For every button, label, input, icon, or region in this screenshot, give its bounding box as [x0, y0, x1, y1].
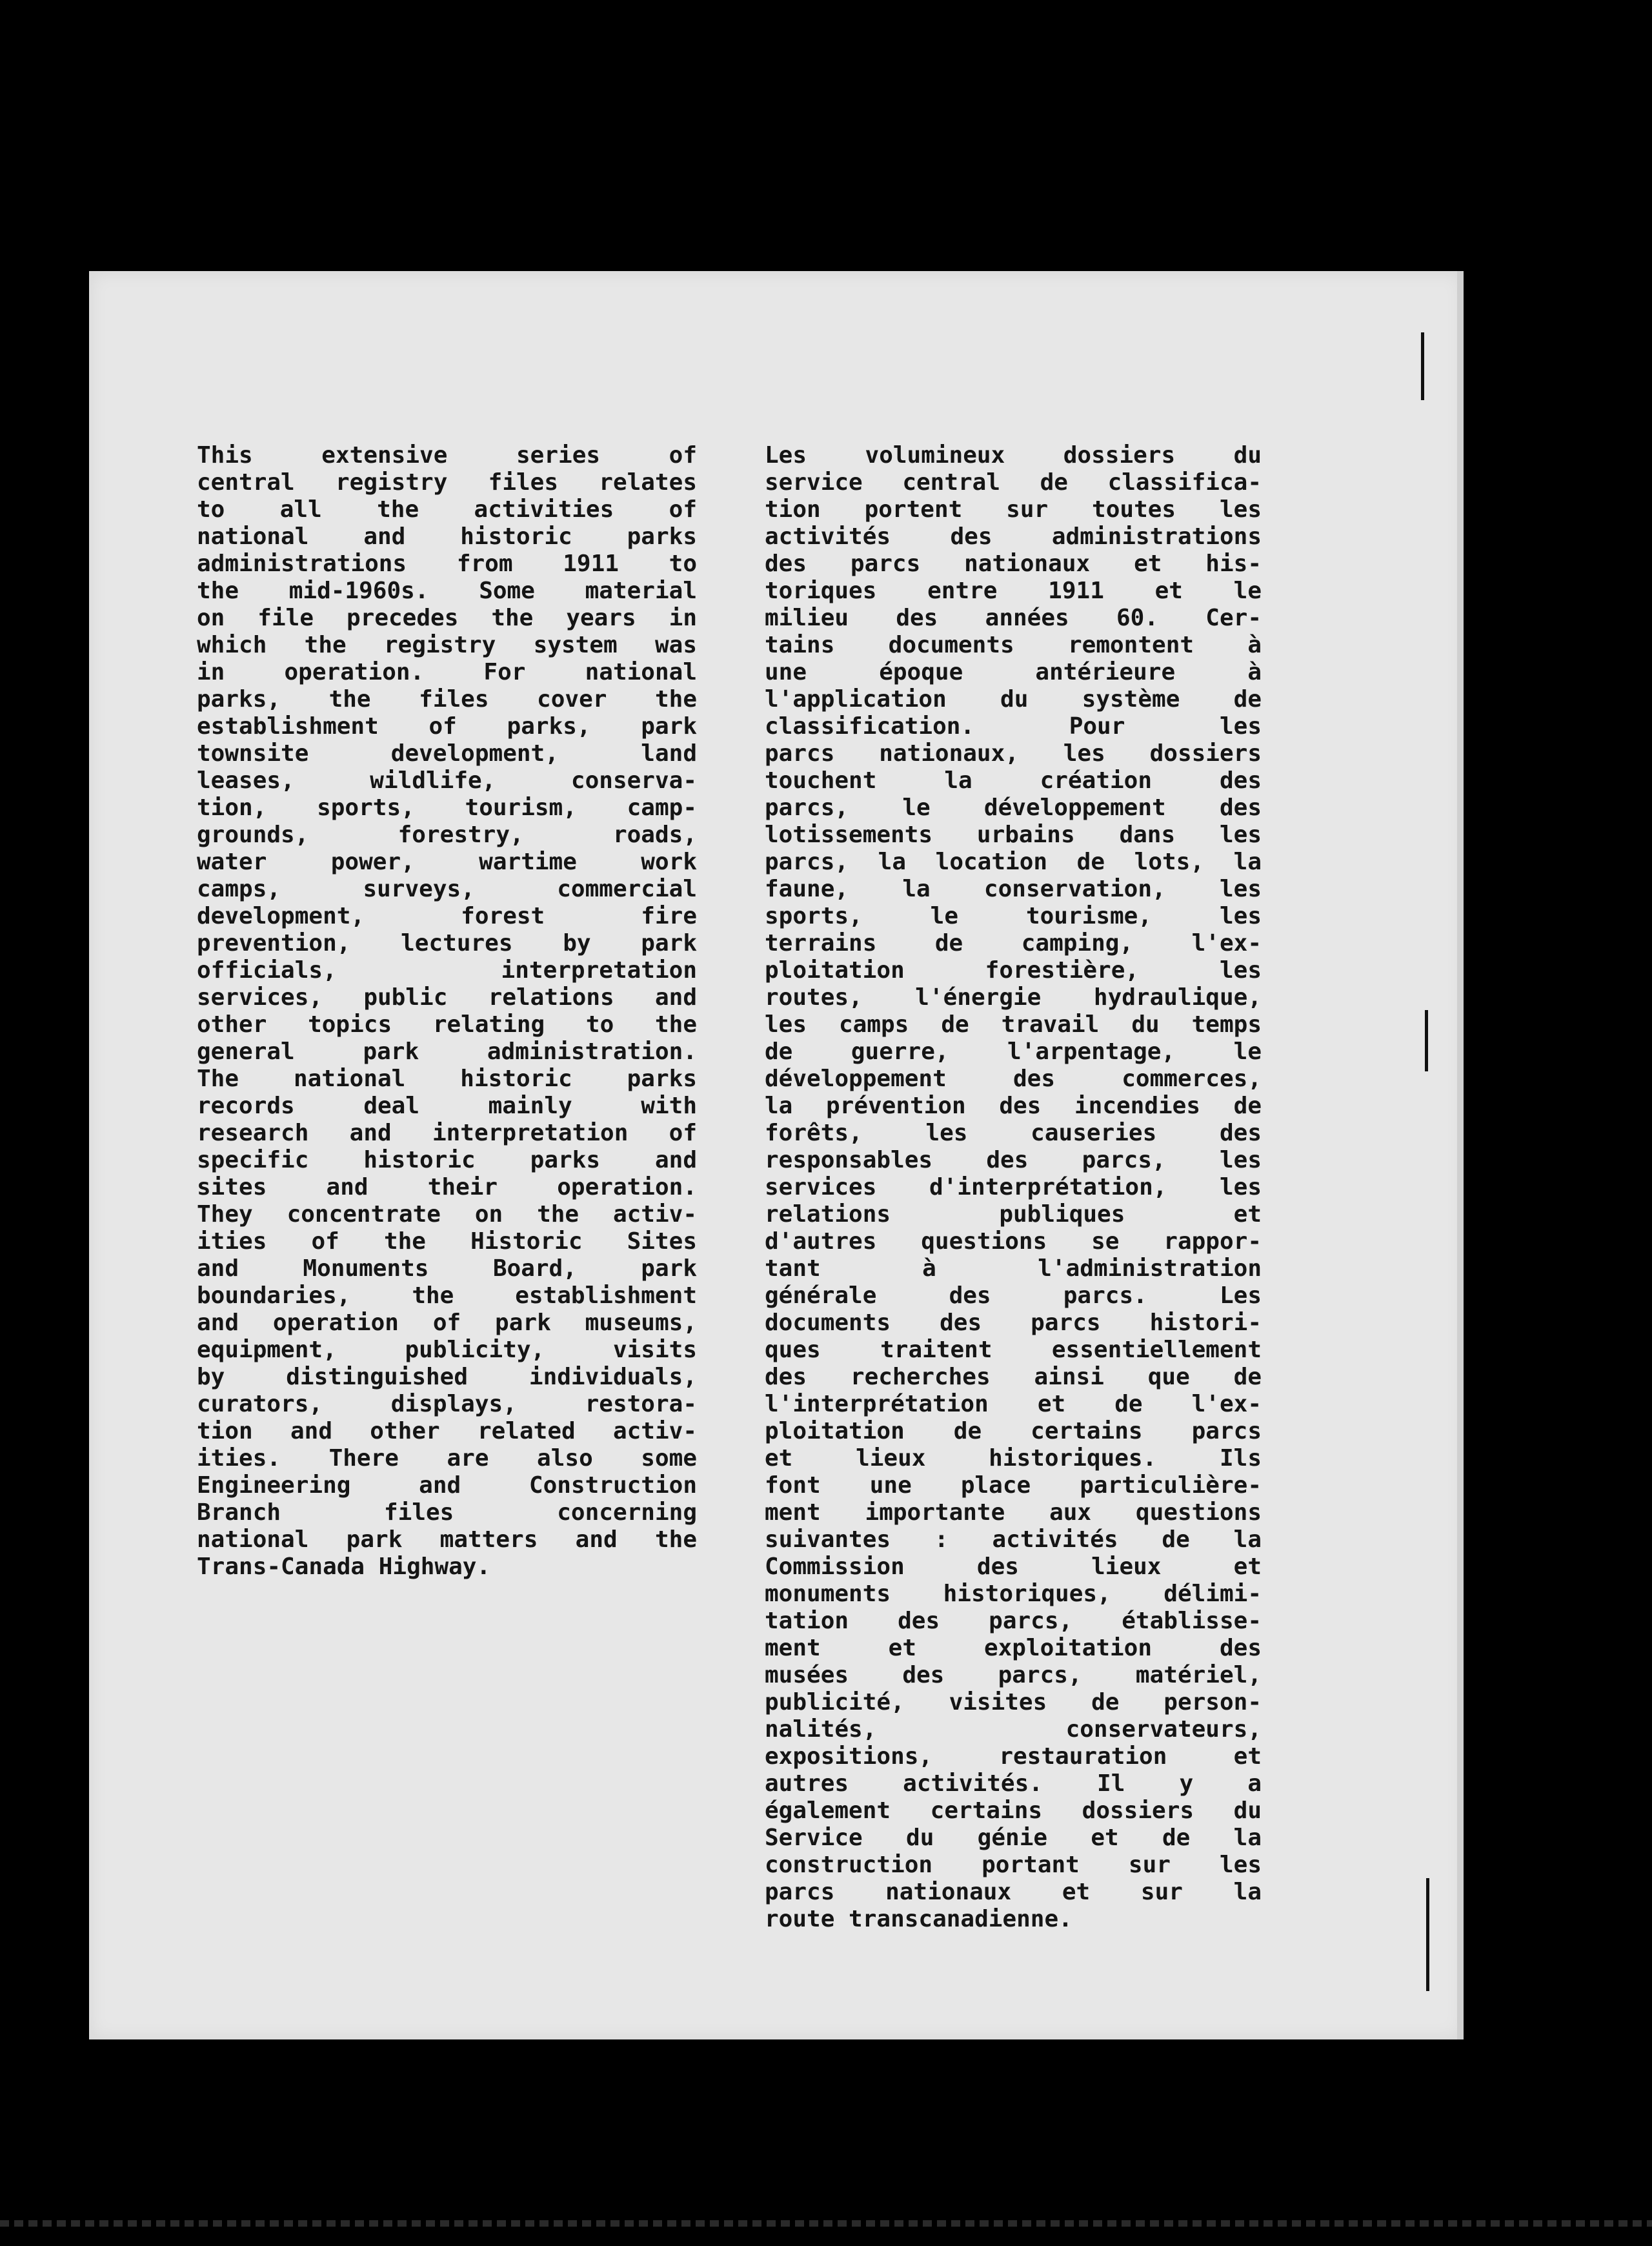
- page-edge-shadow: [1457, 271, 1464, 2039]
- margin-mark-middle: [1425, 1010, 1428, 1071]
- french-line: ploitation de certains parcs: [765, 1418, 1262, 1444]
- french-line: faune, la conservation, les: [765, 876, 1262, 902]
- french-line: forêts, les causeries des: [765, 1120, 1262, 1146]
- english-line: other topics relating to the: [197, 1011, 697, 1038]
- english-line: administrations from 1911 to: [197, 551, 697, 577]
- french-line: et lieux historiques. Ils: [765, 1445, 1262, 1472]
- english-line: officials, interpretation: [197, 957, 697, 984]
- french-line: ques traitent essentiellement: [765, 1337, 1262, 1363]
- english-line: the mid-1960s. Some material: [197, 578, 697, 604]
- english-line: general park administration.: [197, 1038, 697, 1065]
- french-line: lotissements urbains dans les: [765, 822, 1262, 848]
- french-line: l'interprétation et de l'ex-: [765, 1391, 1262, 1417]
- english-line: The national historic parks: [197, 1066, 697, 1092]
- french-line: responsables des parcs, les: [765, 1147, 1262, 1173]
- english-line: specific historic parks and: [197, 1147, 697, 1173]
- french-line: font une place particulière-: [765, 1472, 1262, 1499]
- french-line: l'application du système de: [765, 686, 1262, 713]
- french-line: construction portant sur les: [765, 1852, 1262, 1878]
- french-line: sports, le tourisme, les: [765, 903, 1262, 929]
- french-line: route transcanadienne.: [765, 1906, 1073, 1932]
- english-line: which the registry system was: [197, 632, 697, 658]
- english-line: and operation of park museums,: [197, 1310, 697, 1336]
- french-line: services d'interprétation, les: [765, 1174, 1262, 1200]
- english-line: establishment of parks, park: [197, 713, 697, 740]
- english-line: ities. There are also some: [197, 1445, 697, 1472]
- french-line: activités des administrations: [765, 523, 1262, 550]
- english-line: grounds, forestry, roads,: [197, 822, 697, 848]
- french-line: développement des commerces,: [765, 1066, 1262, 1092]
- english-line: central registry files relates: [197, 469, 697, 496]
- french-line: ment et exploitation des: [765, 1635, 1262, 1661]
- french-line: parcs, la location de lots, la: [765, 849, 1262, 875]
- english-line: national park matters and the: [197, 1526, 697, 1553]
- english-line: leases, wildlife, conserva-: [197, 767, 697, 794]
- french-text-column: [765, 442, 1262, 1933]
- french-line: la prévention des incendies de: [765, 1093, 1262, 1119]
- french-line: terrains de camping, l'ex-: [765, 930, 1262, 956]
- english-line: Engineering and Construction: [197, 1472, 697, 1499]
- margin-mark-bottom: [1426, 1878, 1429, 1991]
- english-line: water power, wartime work: [197, 849, 697, 875]
- french-line: des parcs nationaux et his-: [765, 551, 1262, 577]
- english-line: camps, surveys, commercial: [197, 876, 697, 902]
- scanner-edge-strip: [0, 2220, 1652, 2227]
- french-line: d'autres questions se rappor-: [765, 1228, 1262, 1255]
- french-line: suivantes : activités de la: [765, 1526, 1262, 1553]
- english-line: This extensive series of: [197, 442, 697, 469]
- french-line: publicité, visites de person-: [765, 1689, 1262, 1715]
- english-text-column: [197, 442, 697, 1581]
- french-line: Les volumineux dossiers du: [765, 442, 1262, 469]
- french-line: ploitation forestière, les: [765, 957, 1262, 984]
- english-line: research and interpretation of: [197, 1120, 697, 1146]
- english-line: development, forest fire: [197, 903, 697, 929]
- english-line: equipment, publicity, visits: [197, 1337, 697, 1363]
- english-line: on file precedes the years in: [197, 605, 697, 631]
- french-line: générale des parcs. Les: [765, 1282, 1262, 1309]
- french-line: Service du génie et de la: [765, 1825, 1262, 1851]
- french-line: musées des parcs, matériel,: [765, 1662, 1262, 1688]
- english-line: prevention, lectures by park: [197, 930, 697, 956]
- english-line: They concentrate on the activ-: [197, 1201, 697, 1228]
- english-line: ities of the Historic Sites: [197, 1228, 697, 1255]
- english-line: by distinguished individuals,: [197, 1364, 697, 1390]
- english-line: curators, displays, restora-: [197, 1391, 697, 1417]
- french-line: routes, l'énergie hydraulique,: [765, 984, 1262, 1011]
- english-line: boundaries, the establishment: [197, 1282, 697, 1309]
- english-line: parks, the files cover the: [197, 686, 697, 713]
- french-line: de guerre, l'arpentage, le: [765, 1038, 1262, 1065]
- french-line: milieu des années 60. Cer-: [765, 605, 1262, 631]
- english-line: services, public relations and: [197, 984, 697, 1011]
- french-line: une époque antérieure à: [765, 659, 1262, 685]
- french-line: classification. Pour les: [765, 713, 1262, 740]
- english-line: Trans-Canada Highway.: [197, 1553, 491, 1580]
- french-line: tains documents remontent à: [765, 632, 1262, 658]
- french-line: autres activités. Il y a: [765, 1770, 1262, 1797]
- english-line: records deal mainly with: [197, 1093, 697, 1119]
- margin-mark-top: [1421, 332, 1424, 400]
- french-line: des recherches ainsi que de: [765, 1364, 1262, 1390]
- french-line: tation des parcs, établisse-: [765, 1608, 1262, 1634]
- english-line: sites and their operation.: [197, 1174, 697, 1200]
- french-line: documents des parcs histori-: [765, 1310, 1262, 1336]
- french-line: service central de classifica-: [765, 469, 1262, 496]
- english-line: Branch files concerning: [197, 1499, 697, 1526]
- english-line: tion, sports, tourism, camp-: [197, 794, 697, 821]
- french-line: ment importante aux questions: [765, 1499, 1262, 1526]
- french-line: parcs nationaux et sur la: [765, 1879, 1262, 1905]
- english-line: to all the activities of: [197, 496, 697, 523]
- french-line: les camps de travail du temps: [765, 1011, 1262, 1038]
- french-line: touchent la création des: [765, 767, 1262, 794]
- french-line: expositions, restauration et: [765, 1743, 1262, 1770]
- french-line: monuments historiques, délimi-: [765, 1581, 1262, 1607]
- english-line: and Monuments Board, park: [197, 1255, 697, 1282]
- french-line: également certains dossiers du: [765, 1797, 1262, 1824]
- french-line: tant à l'administration: [765, 1255, 1262, 1282]
- french-line: parcs, le développement des: [765, 794, 1262, 821]
- english-line: townsite development, land: [197, 740, 697, 767]
- french-line: tion portent sur toutes les: [765, 496, 1262, 523]
- french-line: Commission des lieux et: [765, 1553, 1262, 1580]
- french-line: parcs nationaux, les dossiers: [765, 740, 1262, 767]
- french-line: toriques entre 1911 et le: [765, 578, 1262, 604]
- english-line: national and historic parks: [197, 523, 697, 550]
- english-line: tion and other related activ-: [197, 1418, 697, 1444]
- french-line: relations publiques et: [765, 1201, 1262, 1228]
- english-line: in operation. For national: [197, 659, 697, 685]
- french-line: nalités, conservateurs,: [765, 1716, 1262, 1743]
